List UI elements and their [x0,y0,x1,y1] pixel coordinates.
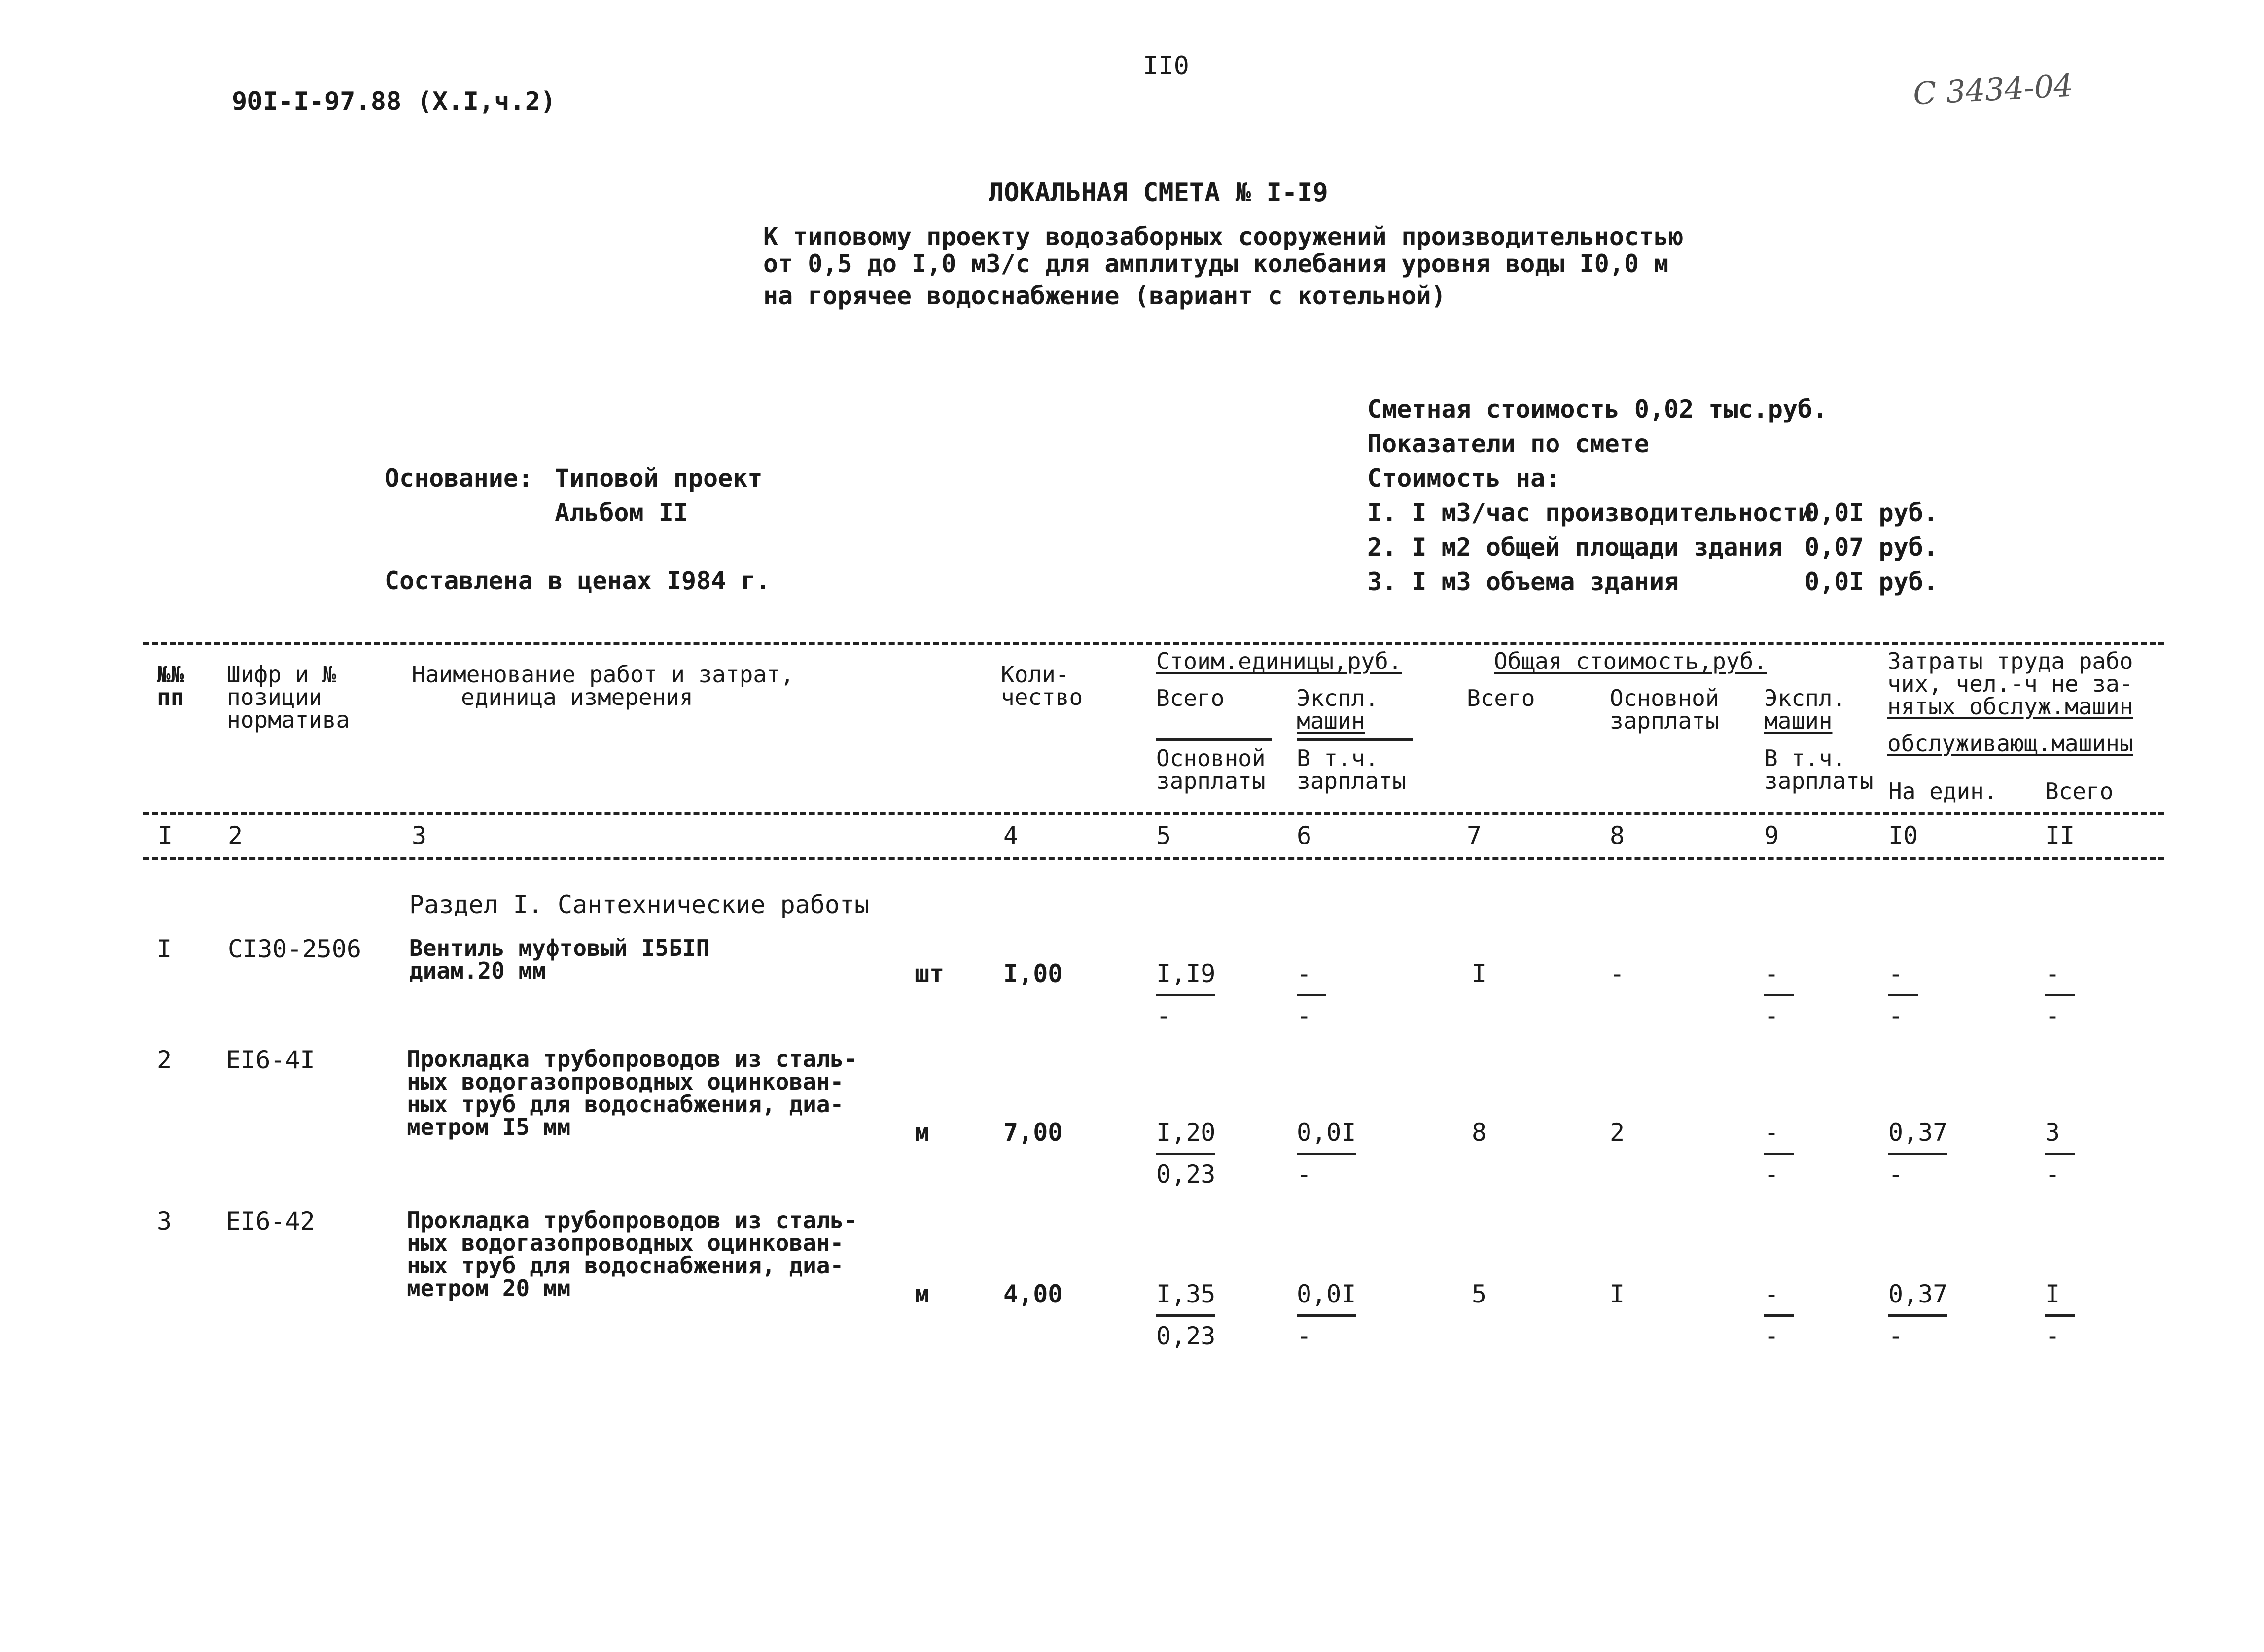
col-number-6: 6 [1297,821,1312,850]
row-number: I [157,935,172,963]
col6-divider [1297,738,1413,741]
indicator-2-value: 0,07 руб. [1804,533,1938,562]
col-number-3: 3 [412,821,427,850]
indicator-3-value: 0,0I руб. [1804,567,1938,596]
row-labor-per-unit: 0,37 - [1888,1280,1948,1350]
row-unit-cost: I,35 0,23 [1156,1280,1216,1350]
indicator-2-label: 2. I м2 общей площади здания [1367,533,1783,562]
price-basis: Составлена в ценах I984 г. [385,566,771,595]
title-line-2: от 0,5 до I,0 м3/с для амплитуды колебания уровня воды I0,0 м [763,249,1669,278]
estimated-cost: Сметная стоимость 0,02 тыс.руб. [1367,395,1828,423]
row-labor-per-unit: 0,37 - [1888,1118,1948,1189]
col-number-2: 2 [228,821,243,850]
row-name: Прокладка трубопроводов из сталь- ных водогазопроводных оцинкован- ных труб для водоснабжения, диа- метром I5 мм [407,1046,857,1140]
row-unit-cost: I,I9 - [1156,959,1216,1030]
row-code: CI30-2506 [228,935,361,963]
col-name-header: Наименование работ и затрат, единица измерения [412,661,794,710]
col5-divider [1156,738,1272,741]
col7-header: Всего [1467,685,1535,711]
row-number: 3 [157,1207,172,1235]
row-unit-cost: I,20 0,23 [1156,1118,1216,1189]
row-total-machine-cost: - - [1764,1282,1794,1348]
col5-top-header: Всего [1156,685,1225,711]
col10-header: На един. [1888,778,1998,805]
row-labor-total: I - [2045,1282,2075,1348]
col-number-5: 5 [1156,821,1171,850]
row-unit: шт [915,959,945,988]
col-number-9: 9 [1764,821,1779,850]
handwritten-stamp: C 3434-04 [1912,67,2074,112]
row-name: Вентиль муфтовый I5БIП диам.20 мм [409,935,710,984]
row-quantity: 4,00 [1003,1280,1063,1308]
row-machine-cost: - - [1297,961,1326,1028]
col-number-4: 4 [1003,821,1019,850]
basis-album: Альбом II [555,498,688,527]
row-base-salary: I [1610,1280,1625,1308]
row-code: EI6-4I [226,1046,315,1074]
row-machine-cost: 0,0I - [1297,1280,1356,1350]
title-line-3: на горячее водоснабжение (вариант с котельной) [763,281,1446,310]
col11-header: Всего [2045,778,2114,805]
col6-top-header: Экспл. машин [1297,685,1379,734]
col-num-header: №№ пп [157,661,184,710]
row-unit: м [915,1118,930,1147]
total-cost-group-header: Общая стоимость,руб. [1494,648,1767,674]
col-number-1: I [158,821,173,850]
labor-subheader: обслуживающ.машины [1887,730,2133,757]
row-number: 2 [157,1046,172,1074]
basis-project: Типовой проект [555,464,763,492]
section-title: Раздел I. Сантехнические работы [409,890,870,919]
row-unit: м [915,1280,930,1308]
col-number-7: 7 [1467,821,1482,850]
header-bottom-rule [143,812,2164,815]
indicator-3-label: 3. I м3 объема здания [1367,567,1679,596]
col9-top-header: Экспл. машин [1764,685,1846,734]
col-number-11: II [2045,821,2075,850]
col9-bottom-header: В т.ч. зарплаты [1764,745,1874,794]
row-total-machine-cost: - - [1764,1120,1794,1187]
row-labor-total: - - [2045,961,2075,1028]
col-number-10: I0 [1888,821,1918,850]
col6-bottom-header: В т.ч. зарплаты [1297,745,1406,794]
row-name: Прокладка трубопроводов из сталь- ных водогазопроводных оцинкован- ных труб для водоснабжения, диа- метром 20 мм [407,1207,857,1301]
title-line-1: К типовому проекту водозаборных сооружений производительностью [763,222,1684,251]
unit-cost-group-header: Стоим.единицы,руб. [1156,648,1402,674]
col5-bottom-header: Основной зарплаты [1156,745,1266,794]
document-heading: ЛОКАЛЬНАЯ СМЕТА № I-I9 [989,178,1328,208]
table-top-rule [143,642,2164,645]
indicator-1-value: 0,0I руб. [1804,498,1938,527]
row-quantity: 7,00 [1003,1118,1063,1147]
row-base-salary: - [1610,959,1625,988]
row-total-machine-cost: - - [1764,961,1794,1028]
col-code-header: Шифр и № позиции норматива [227,661,350,733]
indicator-1-label: I. I м3/час производительности [1367,498,1813,527]
page-number: II0 [1143,51,1189,81]
col8-header: Основной зарплаты [1610,685,1719,734]
row-total-cost: I [1472,959,1487,988]
row-code: EI6-42 [226,1207,315,1235]
row-quantity: I,00 [1003,959,1063,988]
document-code: 90I-I-97.88 (X.I,ч.2) [232,87,556,116]
row-labor-total: 3 - [2045,1120,2075,1187]
row-base-salary: 2 [1610,1118,1625,1147]
indicators-label: Показатели по смете [1367,429,1649,458]
column-number-rule [143,857,2164,860]
row-machine-cost: 0,0I - [1297,1118,1356,1189]
row-total-cost: 5 [1472,1280,1487,1308]
row-total-cost: 8 [1472,1118,1487,1147]
row-labor-per-unit: - - [1888,961,1918,1028]
cost-on-label: Стоимость на: [1367,464,1560,492]
basis-label: Основание: [385,464,533,492]
col-number-8: 8 [1610,821,1625,850]
labor-group-header: Затраты труда рабо чих, чел.-ч не за- нятых обслуж.машин [1887,648,2133,720]
col-qty-header: Коли- чество [1001,661,1083,710]
